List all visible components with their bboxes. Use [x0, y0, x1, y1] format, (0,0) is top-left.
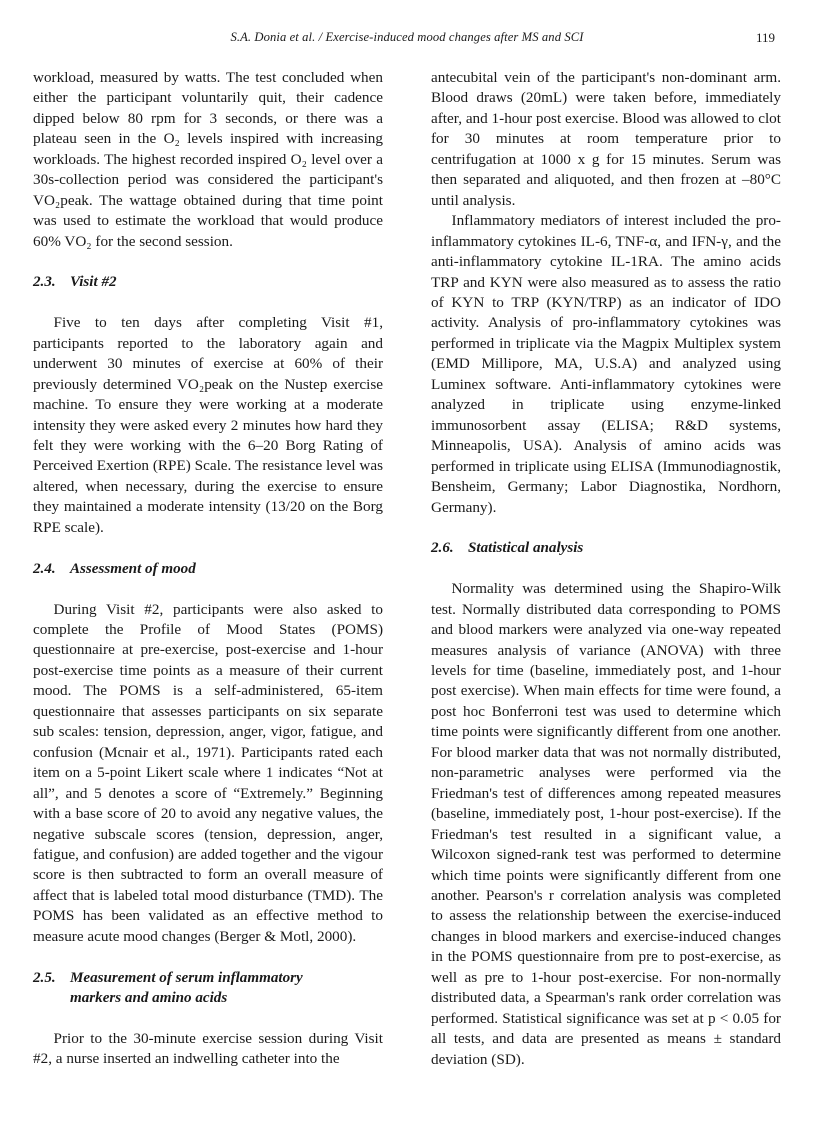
right-column [431, 68, 781, 1113]
left-column [33, 68, 383, 1113]
paragraph-statistical-analysis: Normality was determined using the Shapiro-Wilk test. Normally distributed data corresponding to POMS and blood markers were analyzed via one-way repeated measures analysis of variance (ANOVA) with three levels for time (baseline, immediately post, and 1-hour post exercise). When main effects for time were found, a post hoc Bonferroni test was used to determine which time points were significantly different from one another. For blood marker data that was not normally distributed, non-parametric analyses were performed via the Friedman's test of differences among repeated measures (baseline, immediately post, 1-hour post-exercise). If the Friedman's test resulted in a significant value, a Wilcoxon signed-rank test was performed to determine which time points were significantly different from one another. Pearson's r correlation analysis was completed to assess the relationship between the exercise-induced changes in blood markers and exercise-induced changes in the POMS questionnaire from pre to post-exercise, as well as pre to 1-hour post-exercise. For non-normally distributed data, a Spearman's rank order correlation was performed. Statistical significance was set at p < 0.05 for all tests, and data are presented as means ± standard deviation (SD). [431, 580, 781, 1068]
spacer [33, 252, 383, 272]
spacer [431, 518, 781, 538]
heading-2-5-title-line-2: markers and amino acids [69, 990, 228, 1007]
paragraph-visit-2: Five to ten days after completing Visit #1, participants reported to the laboratory again and underwent 30 minutes of exercise at 60% of their previously determined VO₂peak on the Nustep exercise machine. To ensure they were working at a moderate intensity they were asked every 2 minutes how hard they felt they were working with the 6–20 Borg Rating of Perceived Exertion (RPE) Scale. The resistance level was altered, when necessary, during the exercise to ensure they maintained a moderate intensity (13/20 on the Borg RPE scale). [33, 314, 383, 536]
paragraph-blood-draw: antecubital vein of the participant's non-dominant arm. Blood draws (20mL) were taken before, immediately after, and 1-hour post exercise. Blood was allowed to clot for 30 minutes at room temperature prior to centrifugation at 1000 x g for 15 minutes. Serum was then separated and aliquoted, and then frozen at –80°C until analysis. [431, 69, 781, 209]
heading-2-6-number: 2.6. [431, 540, 454, 557]
spacer [33, 538, 383, 558]
spacer [33, 947, 383, 967]
paragraph-serum-markers: Prior to the 30-minute exercise session during Visit #2, a nurse inserted an indwelling catheter into the [33, 1029, 383, 1068]
heading-2-4-title: Assessment of mood [69, 560, 196, 577]
heading-2-3-title: Visit #2 [69, 274, 117, 291]
heading-2-3-number: 2.3. [33, 274, 56, 291]
heading-2-3 [33, 272, 383, 292]
paragraph-workload: workload, measured by watts. The test concluded when either the participant voluntarily quit, their cadence dipped below 80 rpm for 3 seconds, or there was a plateau seen in the O₂ levels inspired with increasing workloads. The highest recorded inspired O₂ level over a 30s-collection period was considered the participant's VO₂peak. The wattage obtained during that time point was used to estimate the workload that would produce 60% VO₂ for the second session. [33, 69, 383, 250]
heading-2-4-number: 2.4. [33, 560, 56, 577]
two-column-body [33, 68, 781, 1113]
page-number: 119 [755, 30, 775, 45]
heading-2-6-title: Statistical analysis [467, 540, 584, 557]
heading-2-5-title-line-1: Measurement of serum inflammatory [69, 969, 303, 986]
running-head [33, 30, 781, 50]
spacer [33, 579, 383, 599]
heading-2-5 [33, 968, 383, 1009]
heading-2-6 [431, 538, 781, 558]
heading-2-4 [33, 559, 383, 579]
heading-2-5-number: 2.5. [33, 969, 56, 986]
paragraph-mood-assessment: During Visit #2, participants were also asked to complete the Profile of Mood States (POMS) questionnaire at pre-exercise, post-exercise and 1-hour post-exercise time points as a measure of their current mood. The POMS is a self-administered, 65-item questionnaire that assesses participants on six separate sub scales: tension, depression, anger, vigor, fatigue, and confusion (Mcnair et al., 1971). Participants rated each item on a 5-point Likert scale where 1 indicates “Not at all”, and 5 denotes a score of “Extremely.” Beginning with a base score of 20 to avoid any negative values, the negative subscale scores (tension, depression, anger, fatigue, and confusion) are added together and the vigour score is then subtracted to form an overall measure of affect that is labeled total mood disturbance (TMD). The POMS has been validated as an effective method to measure acute mood changes (Berger & Motl, 2000). [33, 600, 383, 945]
spacer [431, 559, 781, 579]
spacer [33, 1009, 383, 1029]
running-head-title: S.A. Donia et al. / Exercise-induced mood changes after MS and SCI [230, 30, 584, 44]
spacer [33, 293, 383, 313]
paragraph-inflammatory-mediators: Inflammatory mediators of interest included the pro-inflammatory cytokines IL-6, TNF-α, and IFN-γ, and the anti-inflammatory cytokine IL-1RA. The amino acids TRP and KYN were also measured as to assess the ratio of KYN to TRP (KYN/TRP) as an indicator of IDO activity. Analysis of pro-inflammatory cytokines was performed in triplicate via the Magpix Multiplex system (EMD Millipore, MA, U.S.A) and analyzed using Luminex software. Anti-inflammatory cytokines were analyzed in triplicate using enzyme-linked immunosorbent assay (ELISA; R&D systems, Minneapolis, USA). Analysis of amino acids was performed in triplicate using ELISA (Immunodiagnostik, Bensheim, Germany; Labor Diagnostika, Nordhorn, Germany). [431, 212, 781, 516]
